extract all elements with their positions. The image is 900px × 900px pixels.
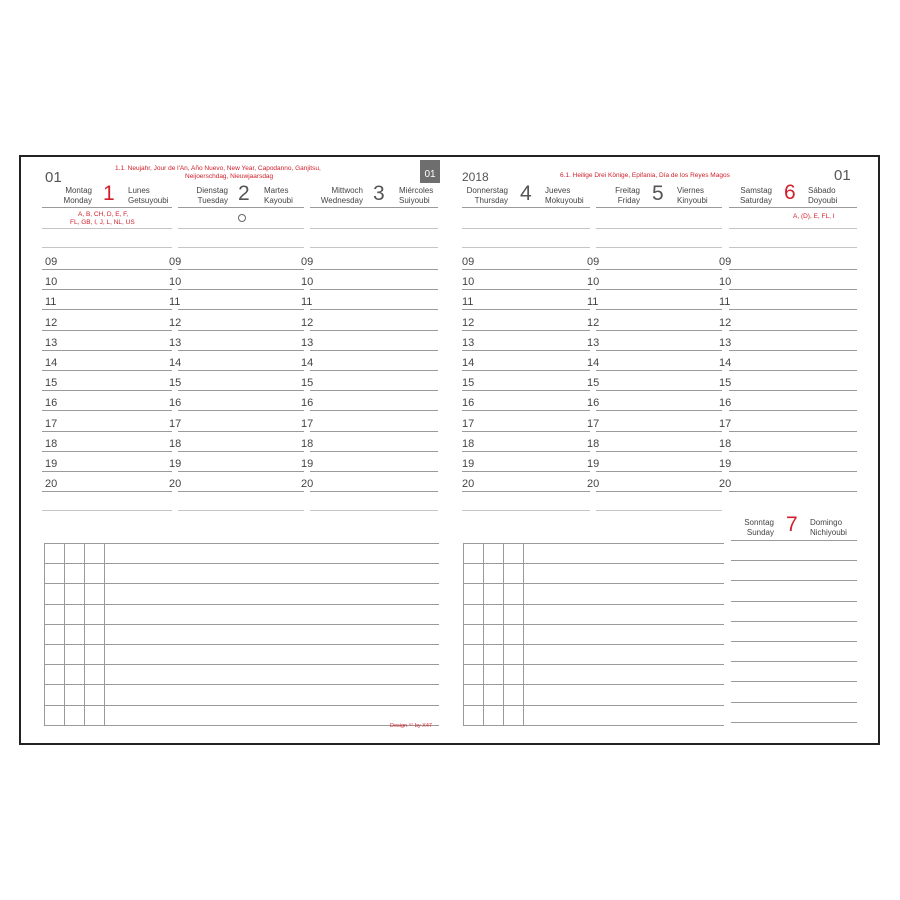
hour-label: 10: [587, 276, 600, 289]
hour-label: 14: [587, 357, 600, 369]
design-credit: Design ⁽ᶜ⁾ by X47: [390, 723, 432, 729]
hour-label: 11: [45, 296, 57, 309]
hour-label: 15: [301, 377, 314, 390]
hour-label: 16: [719, 397, 732, 410]
day3-name-en: Wednesday: [320, 196, 363, 205]
hour-label: 18: [301, 437, 314, 450]
day2-name-de: Dienstag: [196, 186, 228, 195]
hour-label: 09: [587, 256, 600, 268]
day5-name-jp: Kinyoubi: [677, 196, 708, 205]
left-month-number: 01: [45, 169, 62, 186]
hour-label: 15: [45, 377, 58, 390]
day7-number: 7: [786, 513, 798, 536]
hour-label: 11: [462, 296, 474, 309]
day1-number: 1: [103, 182, 115, 205]
hour-label: 19: [462, 458, 475, 470]
hour-label: 13: [462, 336, 475, 349]
day4-number: 4: [520, 182, 532, 205]
hour-label: 13: [301, 336, 314, 349]
day3-name-jp: Suiyoubi: [399, 196, 430, 205]
day7-name-en: Sunday: [746, 528, 774, 537]
hour-label: 09: [719, 256, 732, 268]
day6-name-es: Sábado: [808, 186, 836, 195]
hour-label: 20: [301, 478, 314, 491]
day1-holiday-countries-2: FL, GB, I, J, L, NL, US: [70, 219, 135, 226]
hour-label: 09: [169, 256, 182, 268]
left-holiday-note-line2: Neijoerschdag, Nieuwjaarsdag: [185, 173, 274, 180]
hour-label: 15: [719, 377, 732, 390]
hour-label: 16: [587, 397, 600, 410]
hour-label: 12: [462, 316, 475, 329]
hour-label: 13: [169, 336, 182, 349]
day1-name-jp: Getsuyoubi: [128, 196, 169, 205]
day2-name-es: Martes: [264, 186, 289, 195]
day6-number: 6: [784, 181, 796, 204]
hour-label: 10: [301, 276, 314, 289]
hour-label: 14: [169, 357, 182, 369]
hour-label: 14: [719, 357, 732, 369]
hour-label: 20: [169, 478, 182, 491]
hour-label: 19: [719, 458, 732, 470]
hour-label: 20: [587, 478, 600, 491]
hour-label: 16: [169, 397, 182, 410]
hour-label: 11: [587, 296, 599, 309]
day1-name-en: Monday: [63, 196, 92, 205]
hour-label: 12: [719, 316, 732, 329]
hour-label: 12: [169, 316, 182, 329]
hour-label: 18: [45, 437, 58, 450]
day6-name-en: Saturday: [739, 196, 772, 205]
hour-label: 19: [301, 458, 314, 470]
hour-label: 20: [719, 478, 732, 491]
hour-label: 13: [719, 336, 732, 349]
day3-number: 3: [373, 182, 385, 205]
hour-label: 12: [301, 316, 314, 329]
hour-label: 19: [587, 458, 600, 470]
hour-label: 09: [462, 256, 475, 268]
hour-label: 10: [45, 276, 58, 289]
hour-label: 14: [462, 357, 475, 369]
hour-label: 13: [587, 336, 600, 349]
day2-name-jp: Kayoubi: [264, 196, 293, 205]
day6-holiday-countries: A, (D), E, FL, I: [793, 213, 835, 220]
hour-label: 17: [301, 417, 314, 430]
left-holiday-note-line1: 1.1. Neujahr, Jour de l'An, Año Nuevo, New Year, Capodanno, Ganjitsu,: [115, 165, 321, 172]
hour-label: 09: [45, 256, 58, 268]
hour-label: 18: [587, 437, 600, 450]
hour-label: 17: [462, 417, 475, 430]
day5-name-es: Viernes: [677, 186, 704, 195]
hour-label: 10: [719, 276, 732, 289]
right-holiday-note: 6.1. Heilige Drei Könige, Epifania, Día de los Reyes Magos: [560, 172, 730, 179]
day2-name-en: Tuesday: [197, 196, 228, 205]
day6-name-de: Samstag: [740, 186, 772, 195]
hour-label: 09: [301, 256, 314, 268]
day6-name-jp: Doyoubi: [808, 196, 838, 205]
hour-label: 13: [45, 336, 58, 349]
day7-name-jp: Nichiyoubi: [810, 528, 847, 537]
hour-label: 19: [169, 458, 182, 470]
hour-label: 11: [719, 296, 731, 309]
hour-label: 18: [462, 437, 475, 450]
hour-label: 12: [587, 316, 600, 329]
hour-label: 10: [169, 276, 182, 289]
hour-label: 17: [169, 417, 182, 430]
day4-name-jp: Mokuyoubi: [545, 196, 584, 205]
hour-label: 16: [462, 397, 475, 410]
day4-name-en: Thursday: [474, 196, 508, 205]
hour-label: 20: [462, 478, 475, 491]
day5-number: 5: [652, 182, 664, 205]
hour-label: 11: [301, 296, 313, 309]
new-moon-icon: [238, 214, 246, 222]
day1-holiday-countries-1: A, B, CH, D, E, F,: [78, 211, 129, 218]
hour-label: 19: [45, 458, 58, 470]
month-tab[interactable]: 01: [420, 160, 440, 183]
hour-label: 10: [462, 276, 475, 289]
day4-name-es: Jueves: [545, 186, 571, 195]
hour-label: 20: [45, 478, 58, 491]
day4-name-de: Donnerstag: [466, 186, 508, 195]
hour-label: 14: [301, 357, 314, 369]
hour-label: 16: [45, 397, 58, 410]
right-month-number: 01: [834, 167, 851, 184]
hour-label: 18: [169, 437, 182, 450]
day5-name-en: Friday: [617, 196, 640, 205]
day1-name-es: Lunes: [128, 186, 150, 195]
day3-name-de: Mittwoch: [331, 186, 363, 195]
hour-label: 14: [45, 357, 58, 369]
hour-label: 17: [45, 417, 58, 430]
hour-label: 15: [462, 377, 475, 390]
day5-name-de: Freitag: [615, 186, 640, 195]
hour-label: 17: [719, 417, 732, 430]
year-label: 2018: [462, 170, 489, 184]
day2-number: 2: [238, 182, 250, 205]
day3-name-es: Miércoles: [399, 186, 434, 195]
day7-name-es: Domingo: [810, 518, 843, 527]
hour-label: 11: [169, 296, 181, 309]
day7-name-de: Sonntag: [744, 518, 774, 527]
hour-label: 15: [587, 377, 600, 390]
hour-label: 18: [719, 437, 732, 450]
day1-name-de: Montag: [65, 186, 92, 195]
hour-label: 12: [45, 316, 58, 329]
hour-label: 16: [301, 397, 314, 410]
hour-label: 17: [587, 417, 600, 430]
hour-label: 15: [169, 377, 182, 390]
